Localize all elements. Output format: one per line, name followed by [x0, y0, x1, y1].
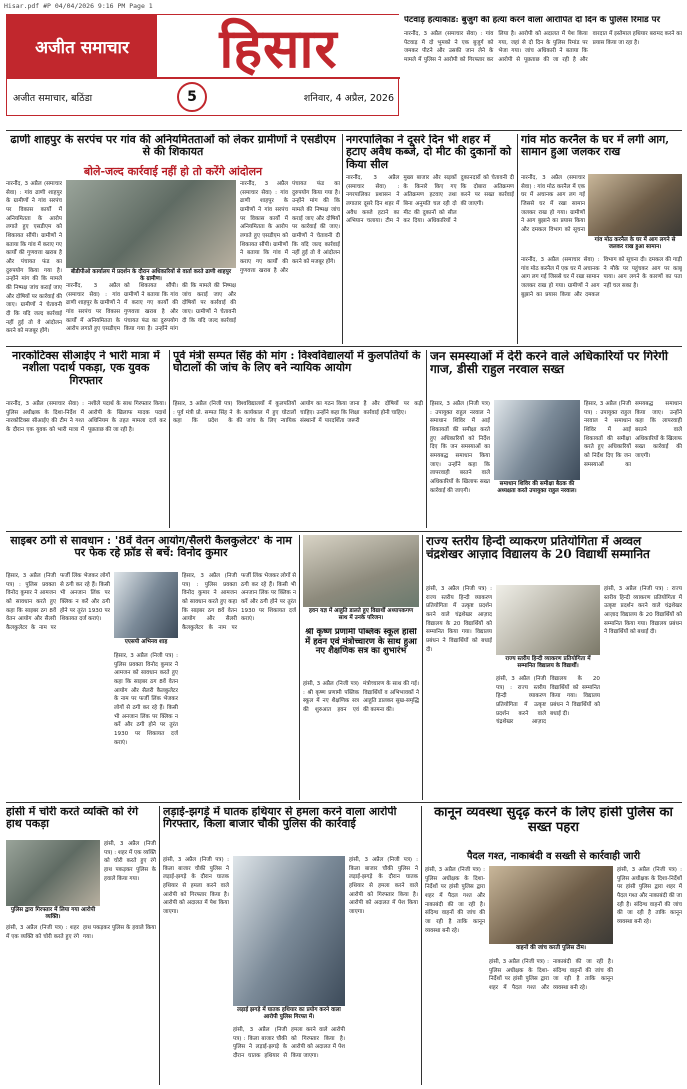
- public-photo-caption: समाधान शिविर की समीक्षा बैठक की अध्यक्षता करते उपायुक्त राहुल नरवाल।: [494, 480, 580, 498]
- sampat-body: हिसार, 3 अप्रैल (निजी पत्र) : पूर्व मंत्री प्रो. सम्पत सिंह ने कहा कि प्रदेश के विश्वविद्यालयों में कुलपतियों के कार्यकाल में हुए घोटालों की जांच के लिए न्यायिक आयोग का गठन किया जाना चाहिए। उन्होंने कहा कि शिक्षा संस्थानों में पारदर्शिता जरूरी है और दोषियों पर कड़ी कार्रवाई होनी चाहिए।: [173, 401, 423, 425]
- grammar-headline: राज्य स्तरीय हिन्दी व्याकरण प्रतियोगिता में अव्वल चंद्रशेखर आज़ाद विद्यालय के 20 विद्यार्थी सम्मानित: [426, 535, 650, 562]
- dhani-subhead: बोले-जल्द कार्रवाई नहीं हो तो करेंगे आंदोलन: [83, 165, 263, 178]
- fight-body-3: हांसी, 3 अप्रैल (निजी पत्र) : किला बाजार चौकी पुलिस ने लड़ाई-झगड़े के दौरान घातक हथियार से हमला करने वाले आरोपी को गिरफ्तार किया है। आरोपी को अदालत में पेश किया जाएगा।: [349, 857, 418, 915]
- divider: [6, 130, 682, 131]
- law-body-3: हांसी, 3 अप्रैल (निजी पत्र) : पुलिस अधीक्षक के दिशा-निर्देशों पर हांसी पुलिस द्वारा शहर में पैदल गश्त और नाकाबंदी की जा रही है। संदिग्ध वाहनों की जांच की जा रही है ताकि कानून व्यवस्था बनी रहे।: [617, 867, 682, 925]
- fight-headline: लड़ाई-झगड़े में घातक हथियार से हमला करने वाला आरोपी गिरफ्तार, किला बाजार चौकी पुलिस की कार्रवाई: [163, 806, 397, 831]
- dhani-photo: [66, 180, 236, 268]
- column-rule: [517, 134, 518, 344]
- fight-body: हांसी, 3 अप्रैल (निजी पत्र) : किला बाजार चौकी पुलिस ने लड़ाई-झगड़े के दौरान घातक हथियार से हमला करने वाले आरोपी को गिरफ्तार किया है। आरोपी को अदालत में पेश किया जाएगा।: [163, 857, 229, 915]
- grammar-body: हांसी, 3 अप्रैल (निजी पत्र) : राज्य स्तरीय हिन्दी व्याकरण प्रतियोगिता में उत्कृष्ट प्रदर्शन करने वाले चंद्रशेखर आज़ाद विद्यालय के 20 विद्यार्थियों को सम्मानित किया गया। विद्यालय प्रबंधन ने विद्यार्थियों को बधाई दी।: [426, 586, 492, 653]
- law-body-2: हांसी, 3 अप्रैल (निजी पत्र) : पुलिस अधीक्षक के दिशा-निर्देशों पर हांसी पुलिस द्वारा शहर में पैदल गश्त और नाकाबंदी की जा रही है। संदिग्ध वाहनों की जांच की जा रही है ताकि कानून व्यवस्था बनी रहे।: [489, 959, 613, 991]
- grammar-photo-caption: राज्य स्तरीय हिन्दी व्याकरण प्रतियोगिता में सम्मानित विद्यालय के विद्यार्थी।: [496, 655, 600, 671]
- cyber-photo: [114, 572, 178, 638]
- theft-photo-caption: पुलिस द्वारा गिरफ्तार में लिया गया आरोपी व्यक्ति।: [6, 906, 100, 920]
- fire-headline: गांव मोठ करनैल के घर में लगी आग, सामान हुआ जलकर राख: [521, 134, 670, 159]
- dhani-body: नारनौंद, 3 अप्रैल (समाचार सेवा) : गांव ढाणी शाहपुर के ग्रामीणों ने गांव सरपंच पर विकास कार्यों में अनियमितता के आरोप लगाते हुए एसडीएम को शिकायत सौंपी। ग्रामीणों ने बताया कि गांव में कराए गए कार्यों की गुणवत्ता खराब है और पंचायत फंड का दुरुपयोग किया गया है। उन्होंने मांग की कि मामले की निष्पक्ष जांच कराई जाए और दोषियों पर कार्रवाई की जाए। ग्रामीणों ने चेतावनी दी कि यदि जल्द कार्रवाई नहीं हुई तो वे आंदोलन करने को मजबूर होंगे।: [6, 181, 62, 335]
- issue-date: शनिवार, 4 अप्रैल, 2026: [303, 92, 394, 104]
- publisher: अजीत समाचार, बठिंडा: [13, 92, 93, 104]
- masthead-bar: [7, 77, 400, 115]
- law-subhead: पैदल गश्त, नाकाबंदी व सख्ती से कार्रवाही जारी: [466, 851, 641, 862]
- top-right-body: नारनौंद, 3 अप्रैल (समाचार सेवा) : गांव पेटवाड़ में दो भुमको ने एक बुजुर्ग को जमकर पीटने और उसकी जान लेने के मामले में पुलिस ने आरोपी को गिरफ्तार कर लिया है। आरोपी को अदालत में पेश किया गया, जहां से दो दिन के पुलिस रिमांड पर भेजा गया। जांच अधिकारी ने बताया कि आरोपी से पूछताछ की जा रही है और वारदात में इस्तेमाल हथियार बरामद करने का प्रयास किया जा रहा है।: [404, 31, 682, 63]
- cyber-body-2: हिसार, 3 अप्रैल (निजी पत्र) : पुलिस प्रवक्ता विनोद कुमार ने आमजन को सावधान करते हुए कहा कि साइबर ठग 8वें वेतन आयोग और सैलरी कैलकुलेटर के नाम पर फर्जी लिंक भेजकर लोगों से ठगी कर रहे हैं। किसी भी अनजान लिंक पर क्लिक न करें और ठगी होने पर तुरंत 1930 पर शिकायत दर्ज कराएं।: [114, 653, 178, 746]
- column-rule: [426, 350, 427, 528]
- divider: [6, 346, 682, 347]
- sampat-headline: पूर्व मंत्री सम्पत सिंह की मांग : विश्वविद्यालयों में कुलपतियों के घोटालों की जांच के लिए बने न्यायिक आयोग: [173, 350, 421, 375]
- narco-body: नारनौंद, 3 अप्रैल (समाचार सेवा) : पुलिस अधीक्षक के दिशा-निर्देश में नारकोटिक्स सीआईए की टीम ने गश्त के दौरान एक युवक को भारी मात्रा में नशीले पदार्थ के साथ गिरफ्तार किया। आरोपी के खिलाफ मादक पदार्थ अधिनियम के तहत मामला दर्ज कर पूछताछ की जा रही है।: [6, 401, 166, 433]
- narco-headline: नारकोटिक्स सीआईए ने भारी मात्रा में नशीला पदार्थ पकड़ा, एक युवक गिरफ्तार: [12, 350, 160, 387]
- masthead: [6, 14, 399, 116]
- dhani-headline: ढाणी शाहपुर के सरपंच पर गांव की अनियमितताओं को लेकर ग्रामीणों ने एसडीएम से की शिकायत: [10, 134, 336, 159]
- fire-body: नारनौंद, 3 अप्रैल (समाचार सेवा) : गांव मोठ करनैल में एक घर में अचानक आग लग गई जिससे घर में रखा सामान जलकर राख हो गया। ग्रामीणों ने आग बुझाने का प्रयास किया और दमकल विभाग को सूचना: [521, 175, 585, 233]
- public-body-2: हिसार, 3 अप्रैल (निजी पत्र) : उपायुक्त राहुल नरवाल ने समाधान शिविर में आई शिकायतों की समीक्षा करते हुए अधिकारियों को निर्देश दिए कि जन समस्याओं का समयबद्ध समाधान किया जाए। उन्होंने कहा कि लापरवाही बरतने वाले अधिकारियों के खिलाफ सख्त कार्रवाई की जाएगी।: [584, 401, 682, 468]
- print-line: Hisar.pdf #P 04/04/2026 9:16 PM Page 1: [4, 2, 153, 10]
- column-rule: [299, 535, 300, 800]
- brand-name: अजीत समाचार: [7, 15, 157, 77]
- municipal-headline: नगरपालिका ने दूसरे दिन भी शहर में हटाए अवैध कब्जे, दो मीट की दुकानों को किया सील: [346, 134, 512, 170]
- dhani-photo-caption: बीडीपीओ कार्यालय में प्रदर्शन के दौरान अधिकारियों से वार्ता करते ढाणी शाहपुर के ग्रामीण।: [66, 268, 236, 278]
- theft-headline: हांसी में चोरी करते व्यक्ति को रंगे हाथ पकड़ा: [6, 806, 139, 831]
- fight-photo: [233, 856, 345, 1006]
- cyber-photo-caption: एएसपी अभिनव शाह: [114, 638, 178, 648]
- law-photo-caption: वाहनों की जांच करती पुलिस टीम।: [489, 944, 613, 954]
- theft-photo: [6, 840, 100, 906]
- divider: [6, 802, 682, 803]
- krishna-headline: श्री कृष्ण प्रणामी पब्लिक स्कूल हांसी में हवन एवं मंत्रोच्चारण के साथ हुआ नए शैक्षणिक सत्र का शुभारंभ: [305, 628, 417, 657]
- column-rule: [422, 535, 423, 800]
- dhani-body-3: नारनौंद, 3 अप्रैल (समाचार सेवा) : गांव ढाणी शाहपुर के ग्रामीणों ने गांव सरपंच पर विकास कार्यों में अनियमितता के आरोप लगाते हुए एसडीएम को शिकायत सौंपी। ग्रामीणों ने बताया कि गांव में कराए गए कार्यों की गुणवत्ता खराब है और पंचायत फंड का दुरुपयोग किया गया है। उन्होंने मांग की कि मामले की निष्पक्ष जांच कराई जाए और दोषियों पर कार्रवाई की जाए। ग्रामीणों ने चेतावनी दी कि यदि जल्द कार्रवाई नहीं हुई तो वे आंदोलन करने को मजबूर होंगे।: [240, 181, 340, 274]
- column-rule: [421, 806, 422, 1085]
- column-rule: [159, 806, 160, 1085]
- column-rule: [169, 350, 170, 528]
- public-headline: जन समस्याओं में देरी करने वाले अधिकारियों पर गिरेगी गाज, डीसी राहुल नरवाल सख्त: [430, 350, 668, 377]
- public-body: हिसार, 3 अप्रैल (निजी पत्र) : उपायुक्त राहुल नरवाल ने समाधान शिविर में आई शिकायतों की समीक्षा करते हुए अधिकारियों को निर्देश दिए कि जन समस्याओं का समयबद्ध समाधान किया जाए। उन्होंने कहा कि लापरवाही बरतने वाले अधिकारियों के खिलाफ सख्त कार्रवाई की जाएगी।: [430, 401, 490, 494]
- grammar-body-3: हांसी, 3 अप्रैल (निजी पत्र) : राज्य स्तरीय हिन्दी व्याकरण प्रतियोगिता में उत्कृष्ट प्रदर्शन करने वाले चंद्रशेखर आज़ाद विद्यालय के 20 विद्यार्थियों को सम्मानित किया गया। विद्यालय प्रबंधन ने विद्यार्थियों को बधाई दी।: [604, 586, 682, 636]
- fire-photo-caption: गांव मोठ करनैल के घर में आग लगने से जलकर राख हुआ सामान।: [588, 236, 682, 252]
- cyber-body: हिसार, 3 अप्रैल (निजी पत्र) : पुलिस प्रवक्ता विनोद कुमार ने आमजन को सावधान करते हुए कहा कि साइबर ठग 8वें वेतन आयोग और सैलरी कैलकुलेटर के नाम पर फर्जी लिंक भेजकर लोगों से ठगी कर रहे हैं। किसी भी अनजान लिंक पर क्लिक न करें और ठगी होने पर तुरंत 1930 पर शिकायत दर्ज कराएं।: [6, 573, 110, 631]
- public-photo: [494, 400, 580, 480]
- municipal-body: नारनौंद, 3 अप्रैल (समाचार सेवा) : नगरपालिका प्रशासन ने लगातार दूसरे दिन शहर में अवैध कब्जे हटाने का अभियान चलाया। टीम ने मुख्य बाजार और सड़कों के किनारे किए गए अतिक्रमण हटवाए तथा बिना अनुमति चल रही दो मीट की दुकानों को सील कर दिया। अधिकारियों ने दुकानदारों को चेतावनी दी कि दोबारा अतिक्रमण करने पर सख्त कार्रवाई की जाएगी।: [346, 175, 514, 225]
- law-headline: कानून व्यवस्था सुदृढ़ करने के लिए हांसी पुलिस का सख्त पहरा: [434, 806, 673, 835]
- column-rule: [342, 134, 343, 344]
- law-body: हांसी, 3 अप्रैल (निजी पत्र) : पुलिस अधीक्षक के दिशा-निर्देशों पर हांसी पुलिस द्वारा शहर में पैदल गश्त और नाकाबंदी की जा रही है। संदिग्ध वाहनों की जांच की जा रही है ताकि कानून व्यवस्था बनी रहे।: [425, 867, 485, 934]
- divider: [6, 531, 682, 532]
- cyber-headline: साइबर ठगी से सावधान : '8वें वेतन आयोग/सैलरी कैलकुलेटर' के नाम पर फेक रहे फ्रॉड से बचें: विनोद कुमार: [10, 535, 292, 560]
- grammar-photo: [496, 585, 600, 655]
- fire-photo: [588, 174, 682, 236]
- krishna-photo-caption: हवन यज्ञ में आहुति डालते हुए विद्यार्थी अध्यापकगण साथ में उनके परिजन।: [303, 607, 419, 623]
- city-title: हिसार: [157, 15, 400, 77]
- dhani-body-2: नारनौंद, 3 अप्रैल (समाचार सेवा) : गांव ढाणी शाहपुर के ग्रामीणों ने गांव सरपंच पर विकास कार्यों में अनियमितता के आरोप लगाते हुए एसडीएम को शिकायत सौंपी। ग्रामीणों ने बताया कि गांव में कराए गए कार्यों की गुणवत्ता खराब है और पंचायत फंड का दुरुपयोग किया गया है। उन्होंने मांग की कि मामले की निष्पक्ष जांच कराई जाए और दोषियों पर कार्रवाई की जाए। ग्रामीणों ने चेतावनी दी कि यदि जल्द कार्रवाई: [66, 283, 236, 333]
- theft-body: हांसी, 3 अप्रैल (निजी पत्र) : शहर में एक व्यक्ति को चोरी करते हुए रंगे हाथ पकड़कर पुलिस के हवाले किया गया।: [104, 841, 156, 882]
- fight-photo-caption: लड़ाई झगड़े में घातक हथियार का प्रयोग करने वाला आरोपी पुलिस गिरफ्त में।: [233, 1006, 345, 1022]
- cyber-body-3: हिसार, 3 अप्रैल (निजी पत्र) : पुलिस प्रवक्ता विनोद कुमार ने आमजन को सावधान करते हुए कहा कि साइबर ठग 8वें वेतन आयोग और सैलरी कैलकुलेटर के नाम पर फर्जी लिंक भेजकर लोगों से ठगी कर रहे हैं। किसी भी अनजान लिंक पर क्लिक न करें और ठगी होने पर तुरंत 1930 पर शिकायत दर्ज कराएं।: [182, 573, 296, 631]
- fire-body-2: नारनौंद, 3 अप्रैल (समाचार सेवा) : गांव मोठ करनैल में एक घर में अचानक आग लग गई जिससे घर में रखा सामान जलकर राख हो गया। ग्रामीणों ने आग बुझाने का प्रयास किया और दमकल विभाग को सूचना दी। दमकल की गाड़ी ने मौके पर पहुंचकर आग पर काबू पाया। आग लगने के कारणों का पता नहीं चल सका है।: [521, 257, 682, 298]
- krishna-body: हांसी, 3 अप्रैल (निजी पत्र) : श्री कृष्ण प्रणामी पब्लिक स्कूल में नए शैक्षणिक सत्र की शुरुआत हवन एवं मंत्रोच्चारण के साथ की गई। विद्यार्थियों व अभिभावकों ने आहुति डालकर सुख-समृद्धि की कामना की।: [303, 681, 419, 713]
- krishna-photo: [303, 535, 419, 607]
- theft-body-2: हांसी, 3 अप्रैल (निजी पत्र) : शहर में एक व्यक्ति को चोरी करते हुए रंगे हाथ पकड़कर पुलिस के हवाले किया गया।: [6, 925, 156, 940]
- law-photo: [489, 866, 613, 944]
- top-right-headline: पेटवाड़ हत्याकांड: बुजुर्ग की हत्या करने वाला आरोपित दो दिन के पुलिस रिमांड पर: [404, 16, 661, 25]
- fight-body-2: हांसी, 3 अप्रैल (निजी पत्र) : किला बाजार चौकी पुलिस ने लड़ाई-झगड़े के दौरान घातक हथियार से हमला करने वाले आरोपी को गिरफ्तार किया है। आरोपी को अदालत में पेश किया जाएगा।: [233, 1027, 345, 1059]
- grammar-body-2: हांसी, 3 अप्रैल (निजी पत्र) : राज्य स्तरीय हिन्दी व्याकरण प्रतियोगिता में उत्कृष्ट प्रदर्शन करने वाले चंद्रशेखर आज़ाद विद्यालय के 20 विद्यार्थियों को सम्मानित किया गया। विद्यालय प्रबंधन ने विद्यार्थियों को बधाई दी।: [496, 676, 600, 726]
- page-number: 5: [177, 82, 207, 112]
